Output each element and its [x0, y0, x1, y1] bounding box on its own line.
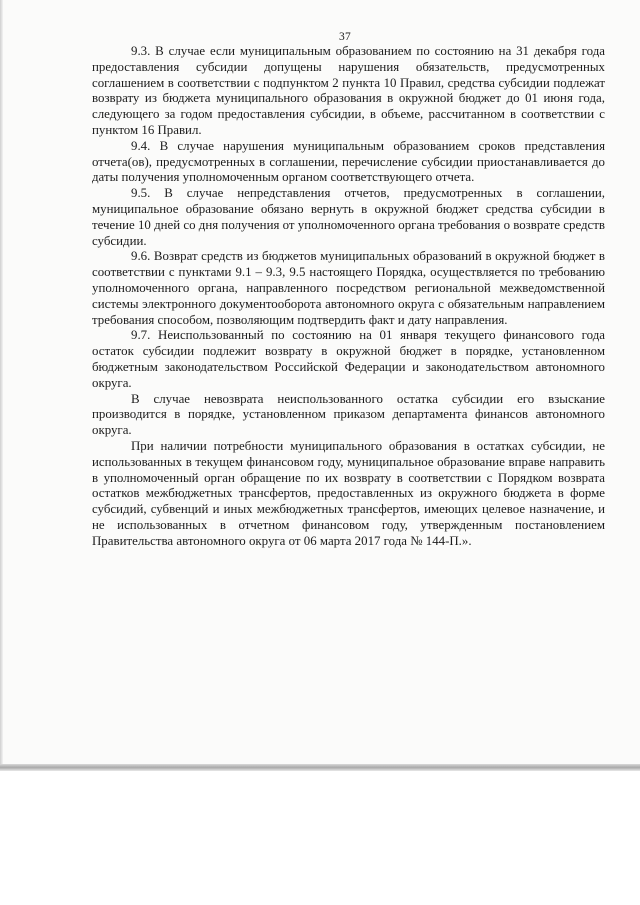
- paragraph-9-6: 9.6. Возврат средств из бюджетов муниципальных образований в окружной бюджет в соответствии с пунктами 9.1 – 9.3, 9.5 настоящего Порядка, осуществляется по требованию уполномоченного органа, направленного посредством региональной межведомственной системы электронного документооборота автономного округа с обязательным направлением требования способом, позволяющим подтвердить факт и дату направления.: [92, 249, 605, 327]
- paragraph-9-3: 9.3. В случае если муниципальным образованием по состоянию на 31 декабря года предоставления субсидии допущены нарушения обязательств, предусмотренных соглашением в соответствии с подпунктом 2 пункта 10 Правил, средства субсидии подлежат возврату из бюджета муниципального образования в окружной бюджет до 01 июня года, следующего за годом предоставления субсидии, в объеме, рассчитанном в соответствии с пунктом 16 Правил.: [92, 44, 605, 137]
- page-left-edge: [0, 0, 3, 768]
- paragraph-9-4: 9.4. В случае нарушения муниципальным образованием сроков представления отчета(ов), предусмотренных в соглашении, перечисление субсидии приостанавливается до даты получения уполномоченным органом соответствующего отчета.: [92, 138, 605, 185]
- document-body: [92, 44, 605, 550]
- paragraph-9-5: 9.5. В случае непредставления отчетов, предусмотренных в соглашении, муниципальное образование обязано вернуть в окружной бюджет средства субсидии в течение 10 дней со дня получения от уполномоченного органа требования о возврате средств субсидии.: [92, 186, 605, 248]
- paragraph-9-7: 9.7. Неиспользованный по состоянию на 01 января текущего финансового года остаток субсидии подлежит возврату в окружной бюджет в порядке, установленном бюджетным законодательством Российской Федерации и законодательством автономного округа.: [92, 328, 605, 390]
- paragraph-non-return: В случае невозврата неиспользованного остатка субсидии его взыскание производится в порядке, установленном приказом департамента финансов автономного округа.: [92, 391, 605, 438]
- paragraph-remaining-need: При наличии потребности муниципального образования в остатках субсидии, не использованных в текущем финансовом году, муниципальное образование вправе направить в уполномоченный орган обращение по их возврату в соответствии с Порядком возврата остатков межбюджетных трансфертов, предоставленных из окружного бюджета в форме субсидий, субвенций и иных межбюджетных трансфертов, имеющих целевое назначение, и не использованных в отчетном финансовом году, утвержденным постановлением Правительства автономного округа от 06 марта 2017 года № 144-П.».: [92, 438, 605, 548]
- page-number: 37: [338, 31, 352, 43]
- page-bottom-edge: [0, 764, 640, 771]
